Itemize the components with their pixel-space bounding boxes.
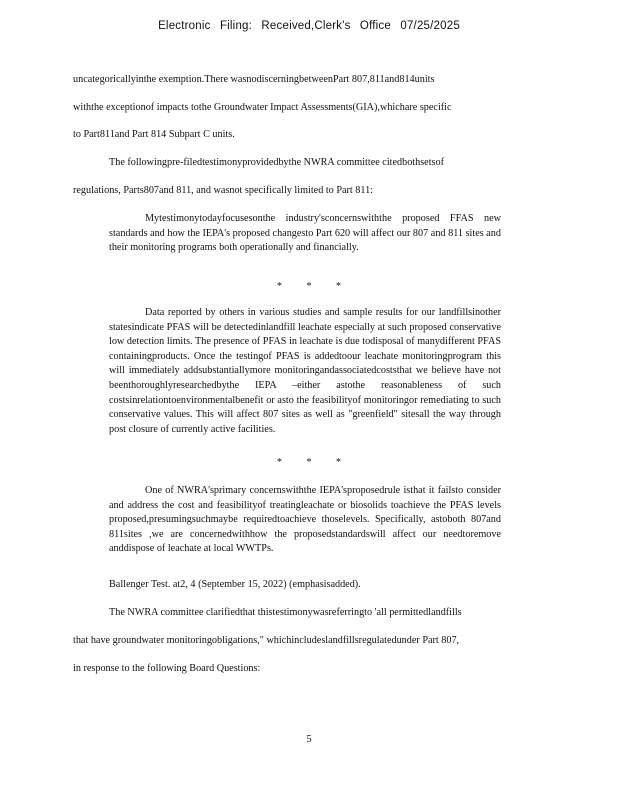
paragraph-1-line-3: to Part811and Part 814 Subpart C units. [73, 129, 235, 140]
block-quote-2-text: Data reported by others in various studies and sample results for our landfillsinother statesindicate PFAS will be detectedinlandfill leachate especially at such proposed conservative low detection limits. The presence of PFAS in leachate is due todisposal of manydifferent PFAS containingproducts. Once the testingof PFAS is addedtoour leachate monitoringprogram this will immediately addsubstantiallymore monitoringandassociatedcoststhat we believe have not beenthoroughlyresearchedbythe IEPA –either astothe reasonableness of such costsinrelationtoenvironmentalbenefit or asto the feasibilityof monitoringor remediating to such conservative values. This will affect 807 sites as well as "greenfield" sitesall the way through post closure of currently active facilities. [109, 307, 501, 435]
paragraph-2-line-2: regulations, Parts807and 811, and wasnot specifically limited to Part 811: [73, 185, 374, 196]
paragraph-3-line-2: that have groundwater monitoringobligations," whichincludeslandfillsregulatedunder Part 807, [73, 635, 460, 646]
page-number: 5 [306, 734, 312, 745]
section-break-2: * * * [277, 457, 341, 468]
filing-header: Electronic Filing: Received,Clerk's Office 07/25/2025 [158, 20, 460, 32]
paragraph-1-line-1: uncategoricallyinthe exemption.There wasnodiscerningbetweenPart 807,811and814units [73, 74, 435, 85]
block-quote-3 [109, 484, 501, 557]
block-quote-1 [109, 212, 501, 256]
block-quote-2 [109, 306, 501, 437]
section-break-1: * * * [277, 281, 341, 292]
paragraph-3-line-3: in response to the following Board Questions: [73, 663, 261, 674]
block-quote-3-text: One of NWRA'sprimary concernswiththe IEPA'sproposedrule isthat it failsto consider and address the cost and feasibilityof treatingleachate or biosolids toachieve the PFAS levels proposed,presumingsuchmaybe requiredtoachieve thoselevels. Specifically, astoboth 807and 811sites ,we are concernedwithhow the proposedstandardswill affect our needtoremove anddispose of leachate at local WWTPs. [109, 485, 501, 555]
paragraph-2-line-1: The followingpre-filedtestimonyprovidedbythe NWRA committee citedbothsetsof [109, 157, 444, 168]
citation-text: Ballenger Test. at2, 4 (September 15, 2022) (emphasisadded). [109, 579, 361, 590]
block-quote-1-text: Mytestimonytodayfocusesonthe industry'sconcernswiththe proposed FFAS new standards and how the IEPA's proposed changesto Part 620 will affect our 807 and 811 sites and their monitoring programs both operationally and financially. [109, 213, 501, 254]
paragraph-3-line-1: The NWRA committee clarifiedthat thistestimonywasreferringto 'all permittedlandfills [109, 607, 462, 618]
paragraph-1-line-2: withthe exceptionof impacts tothe Groundwater Impact Assessments(GIA),whichare specific [73, 102, 452, 113]
